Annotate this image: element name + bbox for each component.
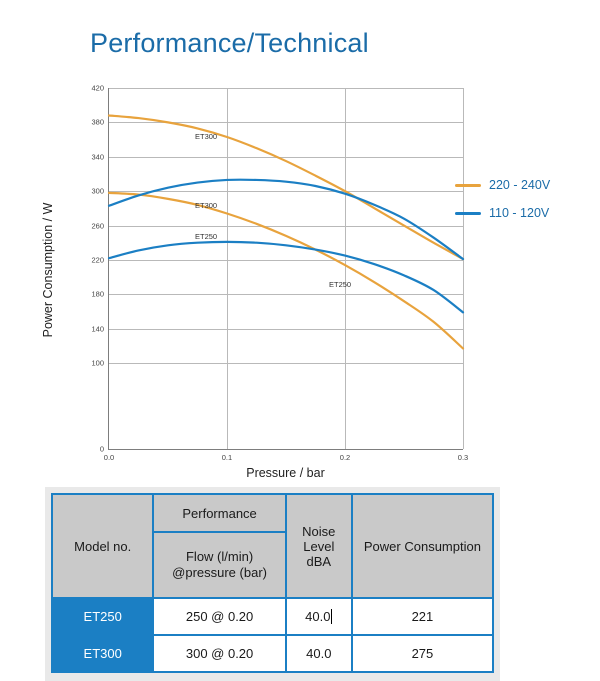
legend-item-220-240v (455, 178, 595, 192)
y-tick-420: 420 (91, 83, 104, 93)
header-noise-line2: Level (303, 538, 335, 554)
y-tick-340: 340 (91, 152, 104, 162)
cell-noise-et250-value: 40.0 (305, 609, 331, 624)
specs-table-container (45, 487, 500, 681)
series-line-3 (109, 242, 463, 312)
header-flow-line2: @pressure (bar) (172, 565, 267, 580)
header-noise-line3: dBA (306, 553, 332, 569)
gridline-x-0.3 (463, 88, 464, 449)
series-annotation-et250-220v: ET250 (195, 232, 218, 241)
header-flow-line1: Flow (l/min) (185, 549, 254, 564)
cell-power-et250[interactable]: 221 (352, 598, 493, 635)
specs-table (51, 493, 494, 673)
series-annotation-et250-110v: ET250 (329, 280, 352, 289)
series-annotation-et300-220v: ET300 (195, 132, 218, 141)
legend-label-220-240v: 220 - 240V (489, 178, 551, 192)
cell-noise-et250[interactable] (286, 598, 352, 635)
table-row (52, 635, 493, 672)
header-noise-line1: Noise (302, 523, 336, 539)
x-axis-label: Pressure / bar (246, 466, 325, 480)
x-tick-0.0: 0.0 (103, 453, 115, 462)
legend (455, 178, 595, 234)
legend-swatch-220-240v (455, 184, 481, 187)
cell-power-et300[interactable]: 275 (352, 635, 493, 672)
y-tick-0: 0 (99, 444, 104, 454)
text-cursor (331, 609, 332, 624)
page-title: Performance/Technical (90, 28, 369, 58)
x-tick-0.3: 0.3 (457, 453, 469, 462)
series-line-0 (109, 116, 463, 260)
y-tick-180: 180 (91, 289, 104, 299)
y-tick-300: 300 (91, 186, 104, 196)
y-tick-100: 100 (91, 358, 104, 368)
chart (40, 75, 570, 485)
header-model-no: Model no. (52, 494, 153, 598)
cell-flow-et300[interactable]: 300 @ 0.20 (153, 635, 285, 672)
cell-model-et250[interactable]: ET250 (52, 598, 153, 635)
series-lines (109, 88, 463, 449)
x-tick-0.2: 0.2 (339, 453, 351, 462)
y-tick-260: 260 (91, 221, 104, 231)
y-tick-380: 380 (91, 117, 104, 127)
cell-noise-et300[interactable]: 40.0 (286, 635, 352, 672)
legend-label-110-120v: 110 - 120V (489, 206, 550, 220)
series-annotation-et300-110v: ET300 (195, 201, 218, 210)
y-tick-220: 220 (91, 255, 104, 265)
table-header-row-1 (52, 494, 493, 532)
y-axis-label: Power Consumption / W (41, 202, 55, 338)
header-noise-level (286, 494, 352, 598)
legend-item-110-120v (455, 206, 595, 220)
plot-area (91, 83, 469, 462)
y-tick-140: 140 (91, 324, 104, 334)
legend-swatch-110-120v (455, 212, 481, 215)
x-tick-0.1: 0.1 (221, 453, 233, 462)
table-row (52, 598, 493, 635)
header-flow (153, 532, 285, 598)
cell-flow-et250[interactable]: 250 @ 0.20 (153, 598, 285, 635)
cell-model-et300[interactable]: ET300 (52, 635, 153, 672)
header-performance: Performance (153, 494, 285, 532)
header-power-consumption: Power Consumption (352, 494, 493, 598)
series-line-1 (109, 193, 463, 349)
